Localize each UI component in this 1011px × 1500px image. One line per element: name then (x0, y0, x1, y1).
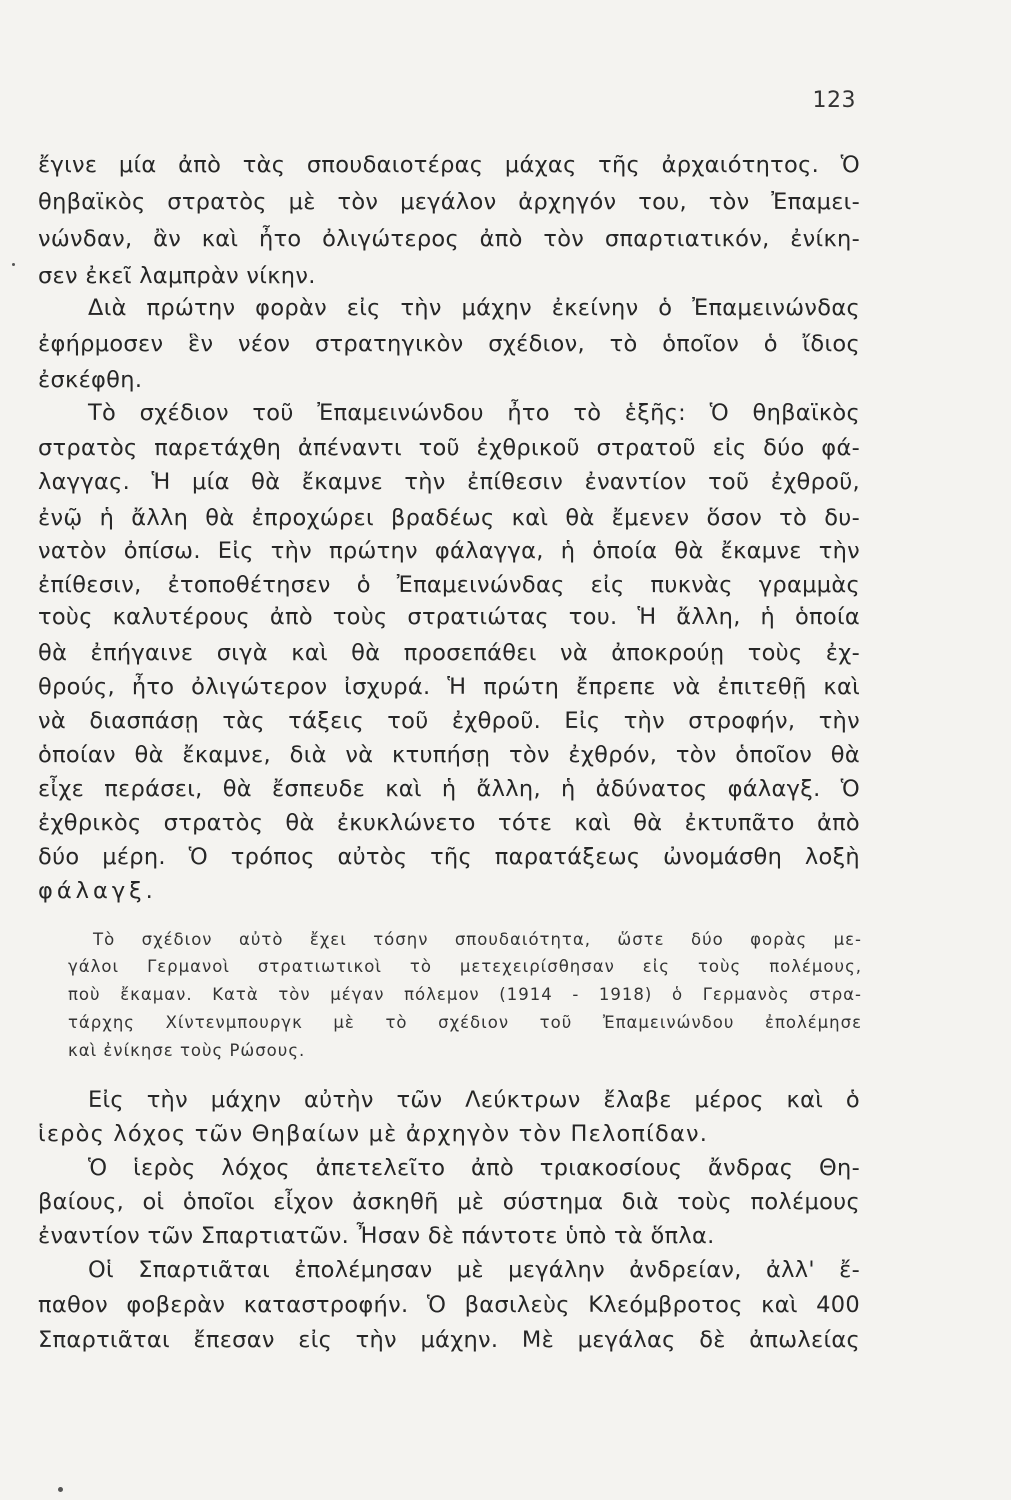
body-text-line: βαίους, οἱ ὁποῖοι εἶχον ἀσκηθῆ μὲ σύστημα διὰ τοὺς πολέμους (38, 1189, 860, 1215)
body-text-line: Οἱ Σπαρτιᾶται ἐπολέμησαν μὲ μεγάλην ἀνδρείαν, ἀλλ' ἔ- (88, 1257, 860, 1283)
note-text-line: γάλοι Γερμανοὶ στρατιωτικοὶ τὸ μετεχειρίσθησαν εἰς τοὺς πολέμους, (68, 957, 862, 976)
body-text-line: Σπαρτιᾶται ἔπεσαν εἰς τὴν μάχην. Μὲ μεγάλας δὲ ἀπωλείας (38, 1327, 860, 1353)
note-text-line: καὶ ἐνίκησε τοὺς Ρώσους. (68, 1041, 306, 1060)
body-text-line: στρατὸς παρετάχθη ἀπέναντι τοῦ ἐχθρικοῦ στρατοῦ εἰς δύο φά- (38, 435, 860, 461)
body-text-line: ἐσκέφθη. (38, 367, 143, 393)
body-text-line: ἱερὸς λόχος τῶν Θηβαίων μὲ ἀρχηγὸν τὸν Πελοπίδαν. (38, 1121, 709, 1147)
body-text-line: δύο μέρη. Ὁ τρόπος αὐτὸς τῆς παρατάξεως ὠνομάσθη λοξὴ (38, 844, 860, 870)
body-text-line: θηβαϊκὸς στρατὸς μὲ τὸν μεγάλον ἀρχηγόν του, τὸν Ἐπαμει- (38, 189, 860, 215)
scan-speck (12, 263, 15, 266)
body-text-line: ὁποίαν θὰ ἔκαμνε, διὰ νὰ κτυπήσῃ τὸν ἐχθρόν, τὸν ὁποῖον θὰ (38, 742, 860, 768)
body-text-line: νὰ διασπάσῃ τὰς τάξεις τοῦ ἐχθροῦ. Εἰς τὴν στροφήν, τὴν (38, 708, 860, 734)
page-number: 123 (812, 88, 856, 113)
body-text-line: τοὺς καλυτέρους ἀπὸ τοὺς στρατιώτας του. Ἡ ἄλλη, ἡ ὁποία (38, 604, 860, 630)
body-text-line: Εἰς τὴν μάχην αὐτὴν τῶν Λεύκτρων ἔλαβε μέρος καὶ ὁ (88, 1087, 860, 1113)
scan-speck (58, 1487, 63, 1492)
body-text-line: νατὸν ὀπίσω. Εἰς τὴν πρώτην φάλαγγα, ἡ ὁποία θὰ ἔκαμνε τὴν (38, 538, 860, 564)
body-text-line: εἶχε περάσει, θὰ ἔσπευδε καὶ ἡ ἄλλη, ἡ ἀδύνατος φάλαγξ. Ὁ (38, 776, 860, 802)
body-text-line: νώνδαν, ἂν καὶ ἦτο ὀλιγώτερος ἀπὸ τὸν σπαρτιατικόν, ἐνίκη- (38, 226, 860, 252)
body-text-line: ἐναντίον τῶν Σπαρτιατῶν. Ἦσαν δὲ πάντοτε ὑπὸ τὰ ὅπλα. (38, 1223, 715, 1249)
body-text-line: λαγγας. Ἡ μία θὰ ἔκαμνε τὴν ἐπίθεσιν ἐναντίον τοῦ ἐχθροῦ, (38, 469, 860, 495)
body-text-line: θὰ ἐπήγαινε σιγὰ καὶ θὰ προσεπάθει νὰ ἀποκρούῃ τοὺς ἐχ- (38, 640, 860, 666)
body-text-line: ἐπίθεσιν, ἐτοποθέτησεν ὁ Ἐπαμεινώνδας εἰς πυκνὰς γραμμὰς (38, 572, 860, 598)
body-text-line: Διὰ πρώτην φορὰν εἰς τὴν μάχην ἐκείνην ὁ Ἐπαμεινώνδας (88, 295, 860, 321)
body-text-line: Ὁ ἱερὸς λόχος ἀπετελεῖτο ἀπὸ τριακοσίους ἄνδρας Θη- (88, 1155, 860, 1181)
note-text-line: τάρχης Χίντενμπουργκ μὲ τὸ σχέδιον τοῦ Ἐπαμεινώνδου ἐπολέμησε (68, 1013, 862, 1032)
note-text-line: ποὺ ἔκαμαν. Κατὰ τὸν μέγαν πόλεμον (1914 - 1918) ὁ Γερμανὸς στρα- (68, 985, 862, 1004)
body-text-line: θρούς, ἦτο ὀλιγώτερον ἰσχυρά. Ἡ πρώτη ἔπρεπε νὰ ἐπιτεθῇ καὶ (38, 674, 860, 700)
body-text-line: ἐνῷ ἡ ἄλλη θὰ ἐπροχώρει βραδέως καὶ θὰ ἔμενεν ὅσον τὸ δυ- (38, 505, 860, 531)
body-text-line: ἔγινε μία ἀπὸ τὰς σπουδαιοτέρας μάχας τῆς ἀρχαιότητος. Ὁ (38, 152, 860, 178)
body-text-line: ἐφήρμοσεν ἓν νέον στρατηγικὸν σχέδιον, τὸ ὁποῖον ὁ ἴδιος (38, 331, 860, 357)
body-text-line: σεν ἐκεῖ λαμπρὰν νίκην. (38, 263, 316, 289)
body-text-line: παθον φοβερὰν καταστροφήν. Ὁ βασιλεὺς Κλεόμβροτος καὶ 400 (38, 1292, 860, 1318)
body-text-line: φάλαγξ. (38, 878, 157, 904)
body-text-line: Τὸ σχέδιον τοῦ Ἐπαμεινώνδου ἦτο τὸ ἑξῆς: Ὁ θηβαϊκὸς (88, 400, 860, 426)
body-text-line: ἐχθρικὸς στρατὸς θὰ ἐκυκλώνετο τότε καὶ θὰ ἐκτυπᾶτο ἀπὸ (38, 810, 860, 836)
note-text-line: Τὸ σχέδιον αὐτὸ ἔχει τόσην σπουδαιότητα, ὥστε δύο φορὰς με- (93, 930, 862, 949)
